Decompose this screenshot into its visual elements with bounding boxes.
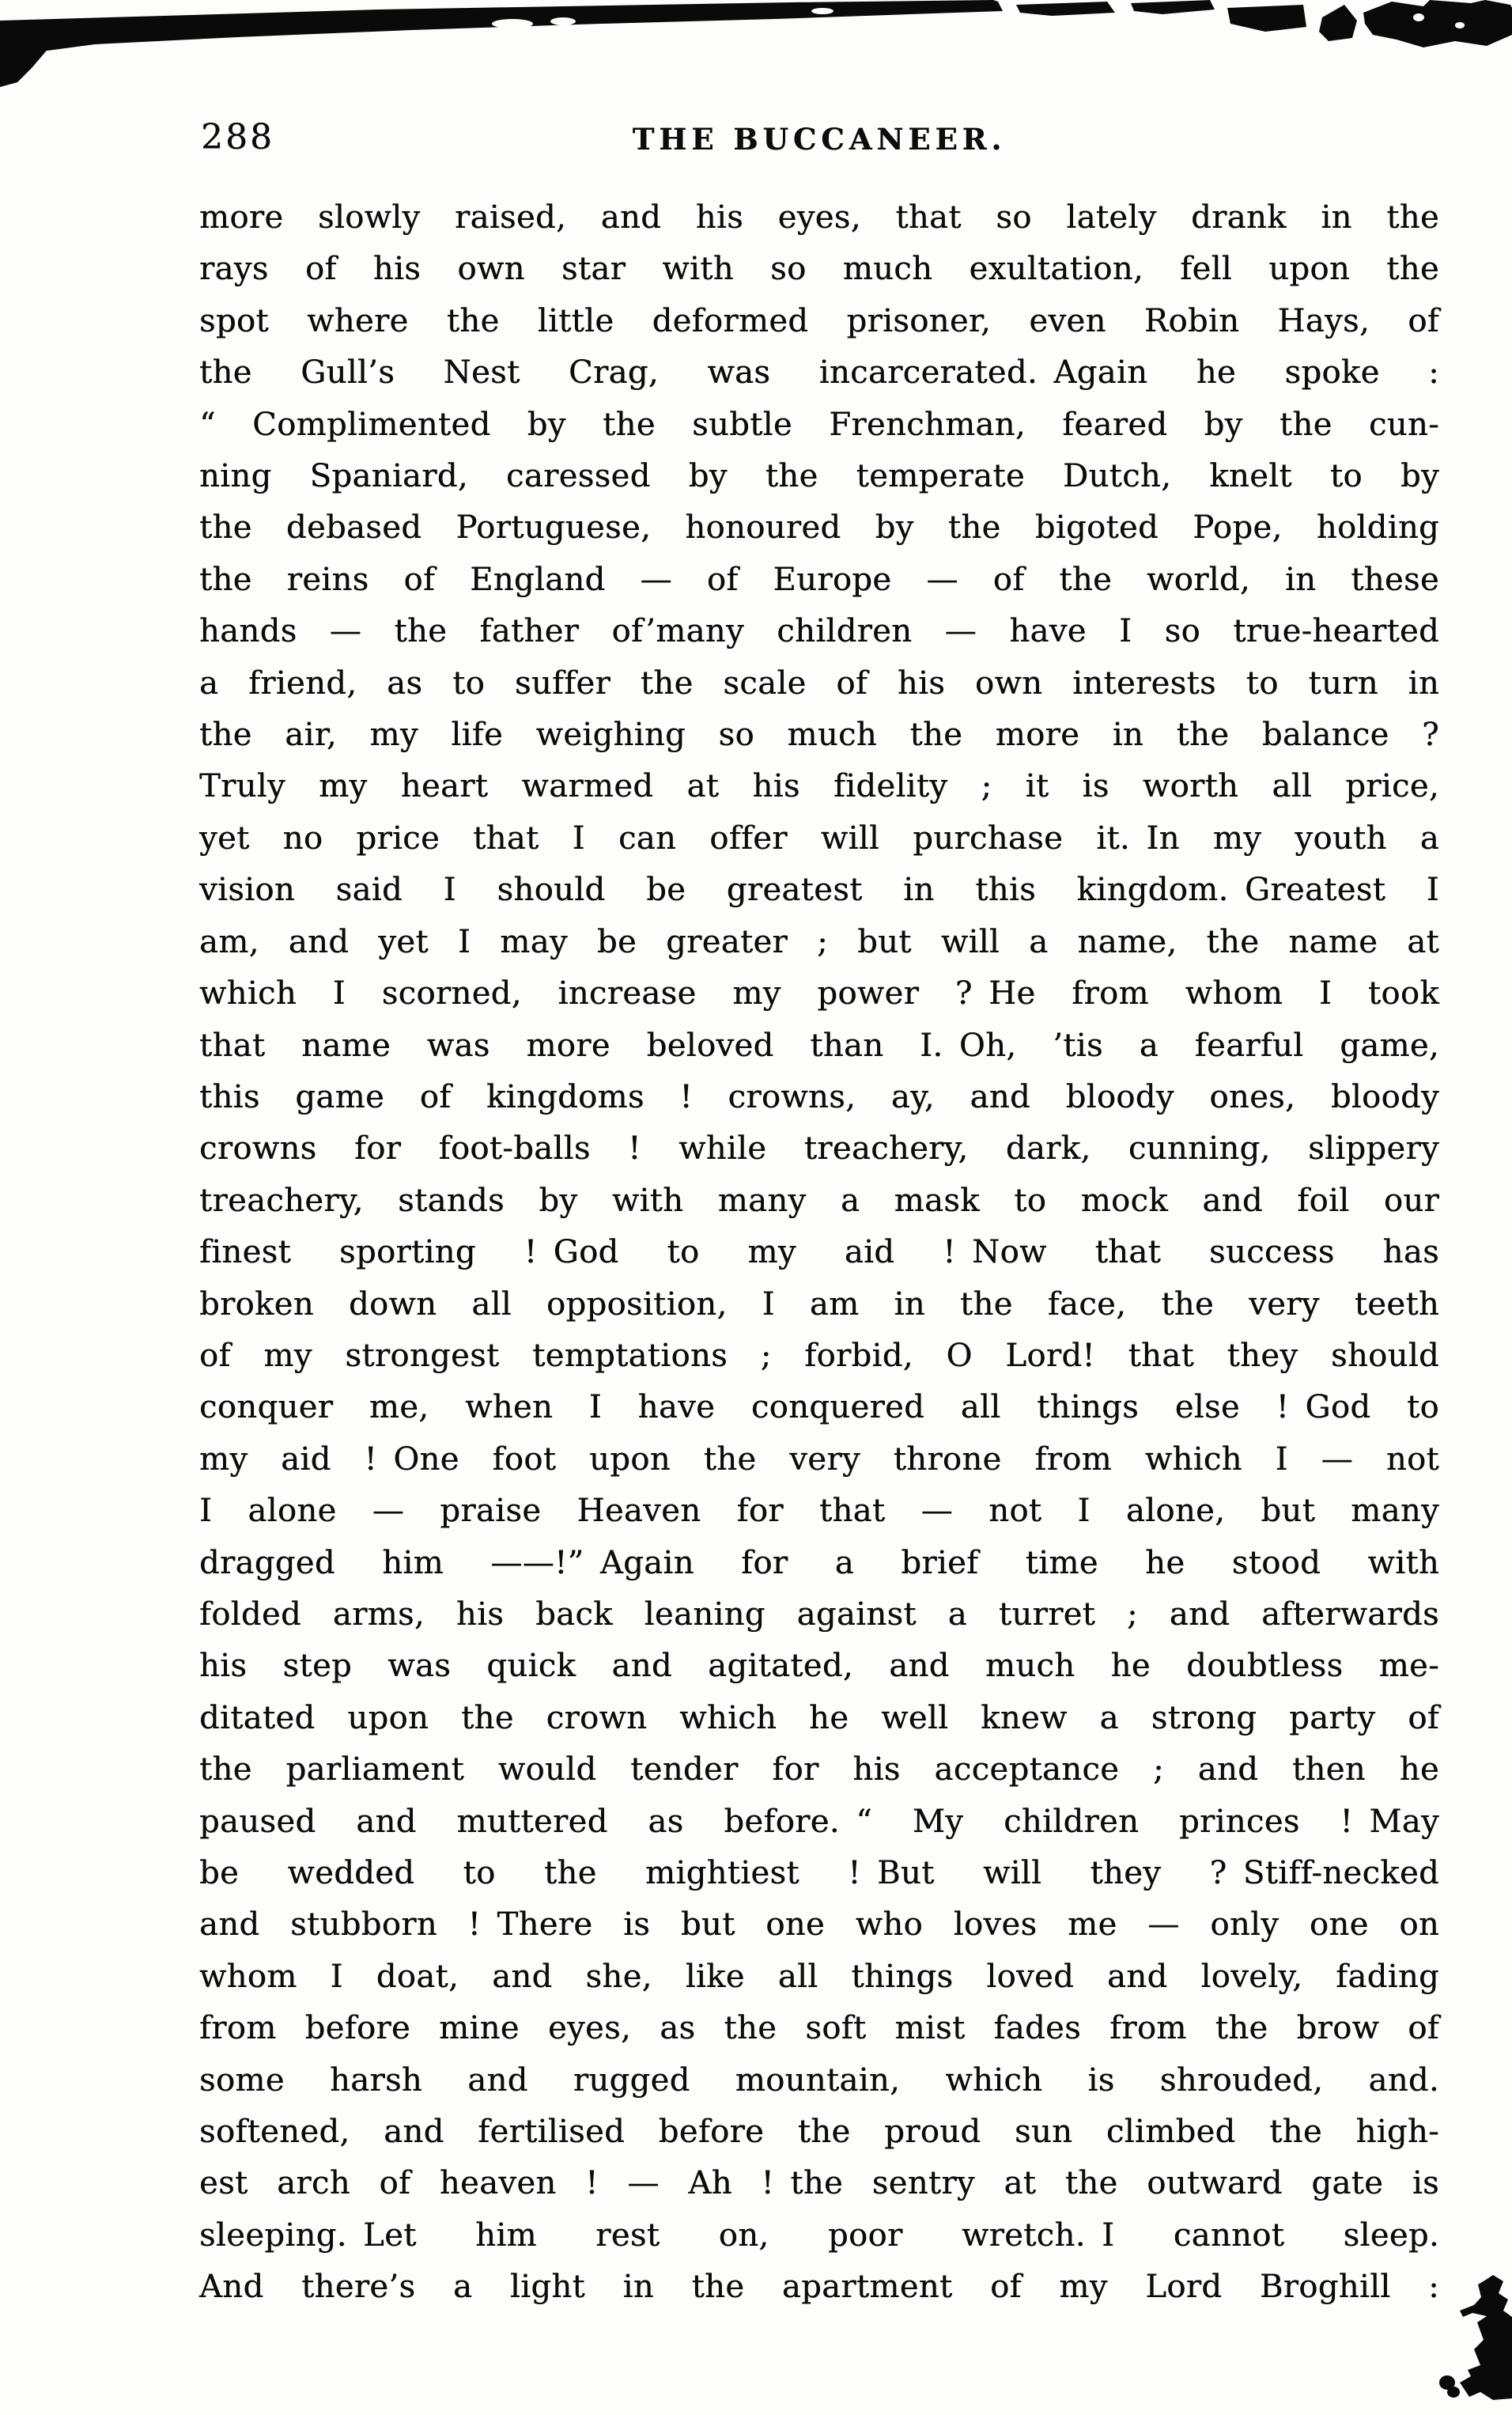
- running-title: THE BUCCANEER.: [632, 122, 1007, 157]
- text-line-8: the reins of England — of Europe — of the world, in these: [199, 561, 1439, 598]
- body-text: [199, 192, 1439, 2314]
- text-line-6: ning Spaniard, caressed by the temperate Dutch, knelt to by: [199, 458, 1439, 495]
- page-number: 288: [201, 117, 274, 157]
- text-line-11: the air, my life weighing so much the more in the balance ?: [199, 717, 1439, 754]
- text-line-41: And there’s a light in the apartment of my Lord Broghill :: [199, 2269, 1439, 2306]
- text-line-5: “ Complimented by the subtle Frenchman, feared by the cun-: [199, 406, 1439, 443]
- text-line-4: the Gull’s Nest Crag, was incarcerated. Again he spoke :: [199, 354, 1439, 392]
- text-line-19: crowns for foot-balls ! while treachery, dark, cunning, slippery: [199, 1130, 1439, 1168]
- text-line-31: the parliament would tender for his acceptance ; and then he: [199, 1751, 1439, 1789]
- ink-blot-bottom-right: [1431, 2262, 1512, 2405]
- text-line-18: this game of kingdoms ! crowns, ay, and bloody ones, bloody: [199, 1078, 1439, 1115]
- text-line-32: paused and muttered as before. “ My children princes ! May: [199, 1803, 1439, 1840]
- text-line-13: yet no price that I can offer will purchase it. In my youth a: [199, 820, 1439, 857]
- text-line-15: am, and yet I may be greater ; but will a name, the name at: [199, 923, 1439, 960]
- text-line-10: a friend, as to suffer the scale of his own interests to turn in: [199, 664, 1439, 702]
- text-line-7: the debased Portuguese, honoured by the bigoted Pope, holding: [199, 509, 1439, 547]
- text-line-1: more slowly raised, and his eyes, that so lately drank in the: [199, 199, 1439, 236]
- page-header: [199, 115, 1439, 171]
- text-line-21: finest sporting ! God to my aid ! Now that success has: [199, 1234, 1439, 1271]
- scan-artifact-top-edge: [0, 0, 1512, 95]
- text-line-36: from before mine eyes, as the soft mist fades from the brow of: [199, 2010, 1439, 2047]
- text-line-24: conquer me, when I have conquered all things else ! God to: [199, 1389, 1439, 1426]
- text-line-38: softened, and fertilised before the proud sun climbed the high-: [199, 2114, 1439, 2151]
- text-line-16: which I scorned, increase my power ? He from whom I took: [199, 975, 1439, 1013]
- text-line-22: broken down all opposition, I am in the face, the very teeth: [199, 1285, 1439, 1323]
- text-line-37: some harsh and rugged mountain, which is shrouded, and.: [199, 2061, 1439, 2099]
- text-line-30: ditated upon the crown which he well knew a strong party of: [199, 1699, 1439, 1736]
- text-line-33: be wedded to the mightiest ! But will they ? Stiff-necked: [199, 1855, 1439, 1891]
- text-line-25: my aid ! One foot upon the very throne from which I — not: [199, 1440, 1439, 1478]
- text-line-40: sleeping. Let him rest on, poor wretch. I cannot sleep.: [199, 2216, 1439, 2254]
- text-line-14: vision said I should be greatest in this kingdom. Greatest I: [199, 872, 1439, 909]
- text-line-39: est arch of heaven ! — Ah ! the sentry at the outward gate is: [199, 2165, 1439, 2202]
- text-line-29: his step was quick and agitated, and much he doubtless me-: [199, 1648, 1439, 1685]
- text-line-34: and stubborn ! There is but one who loves me — only one on: [199, 1906, 1439, 1944]
- text-line-35: whom I doat, and she, like all things loved and lovely, fading: [199, 1958, 1439, 1995]
- text-line-20: treachery, stands by with many a mask to mock and foil our: [199, 1182, 1439, 1219]
- text-line-3: spot where the little deformed prisoner, even Robin Hays, of: [199, 302, 1439, 339]
- text-line-17: that name was more beloved than I. Oh, ’tis a fearful game,: [199, 1027, 1439, 1064]
- text-line-12: Truly my heart warmed at his fidelity ; it is worth all price,: [199, 768, 1439, 805]
- text-line-27: dragged him ——!” Again for a brief time he stood with: [199, 1544, 1439, 1581]
- text-line-28: folded arms, his back leaning against a turret ; and afterwards: [199, 1595, 1439, 1633]
- text-line-9: hands — the father of’many children — have I so true-hearted: [199, 613, 1439, 650]
- text-line-26: I alone — praise Heaven for that — not I alone, but many: [199, 1493, 1439, 1530]
- text-line-2: rays of his own star with so much exultation, fell upon the: [199, 251, 1439, 288]
- text-line-23: of my strongest temptations ; forbid, O Lord! that they should: [199, 1337, 1439, 1374]
